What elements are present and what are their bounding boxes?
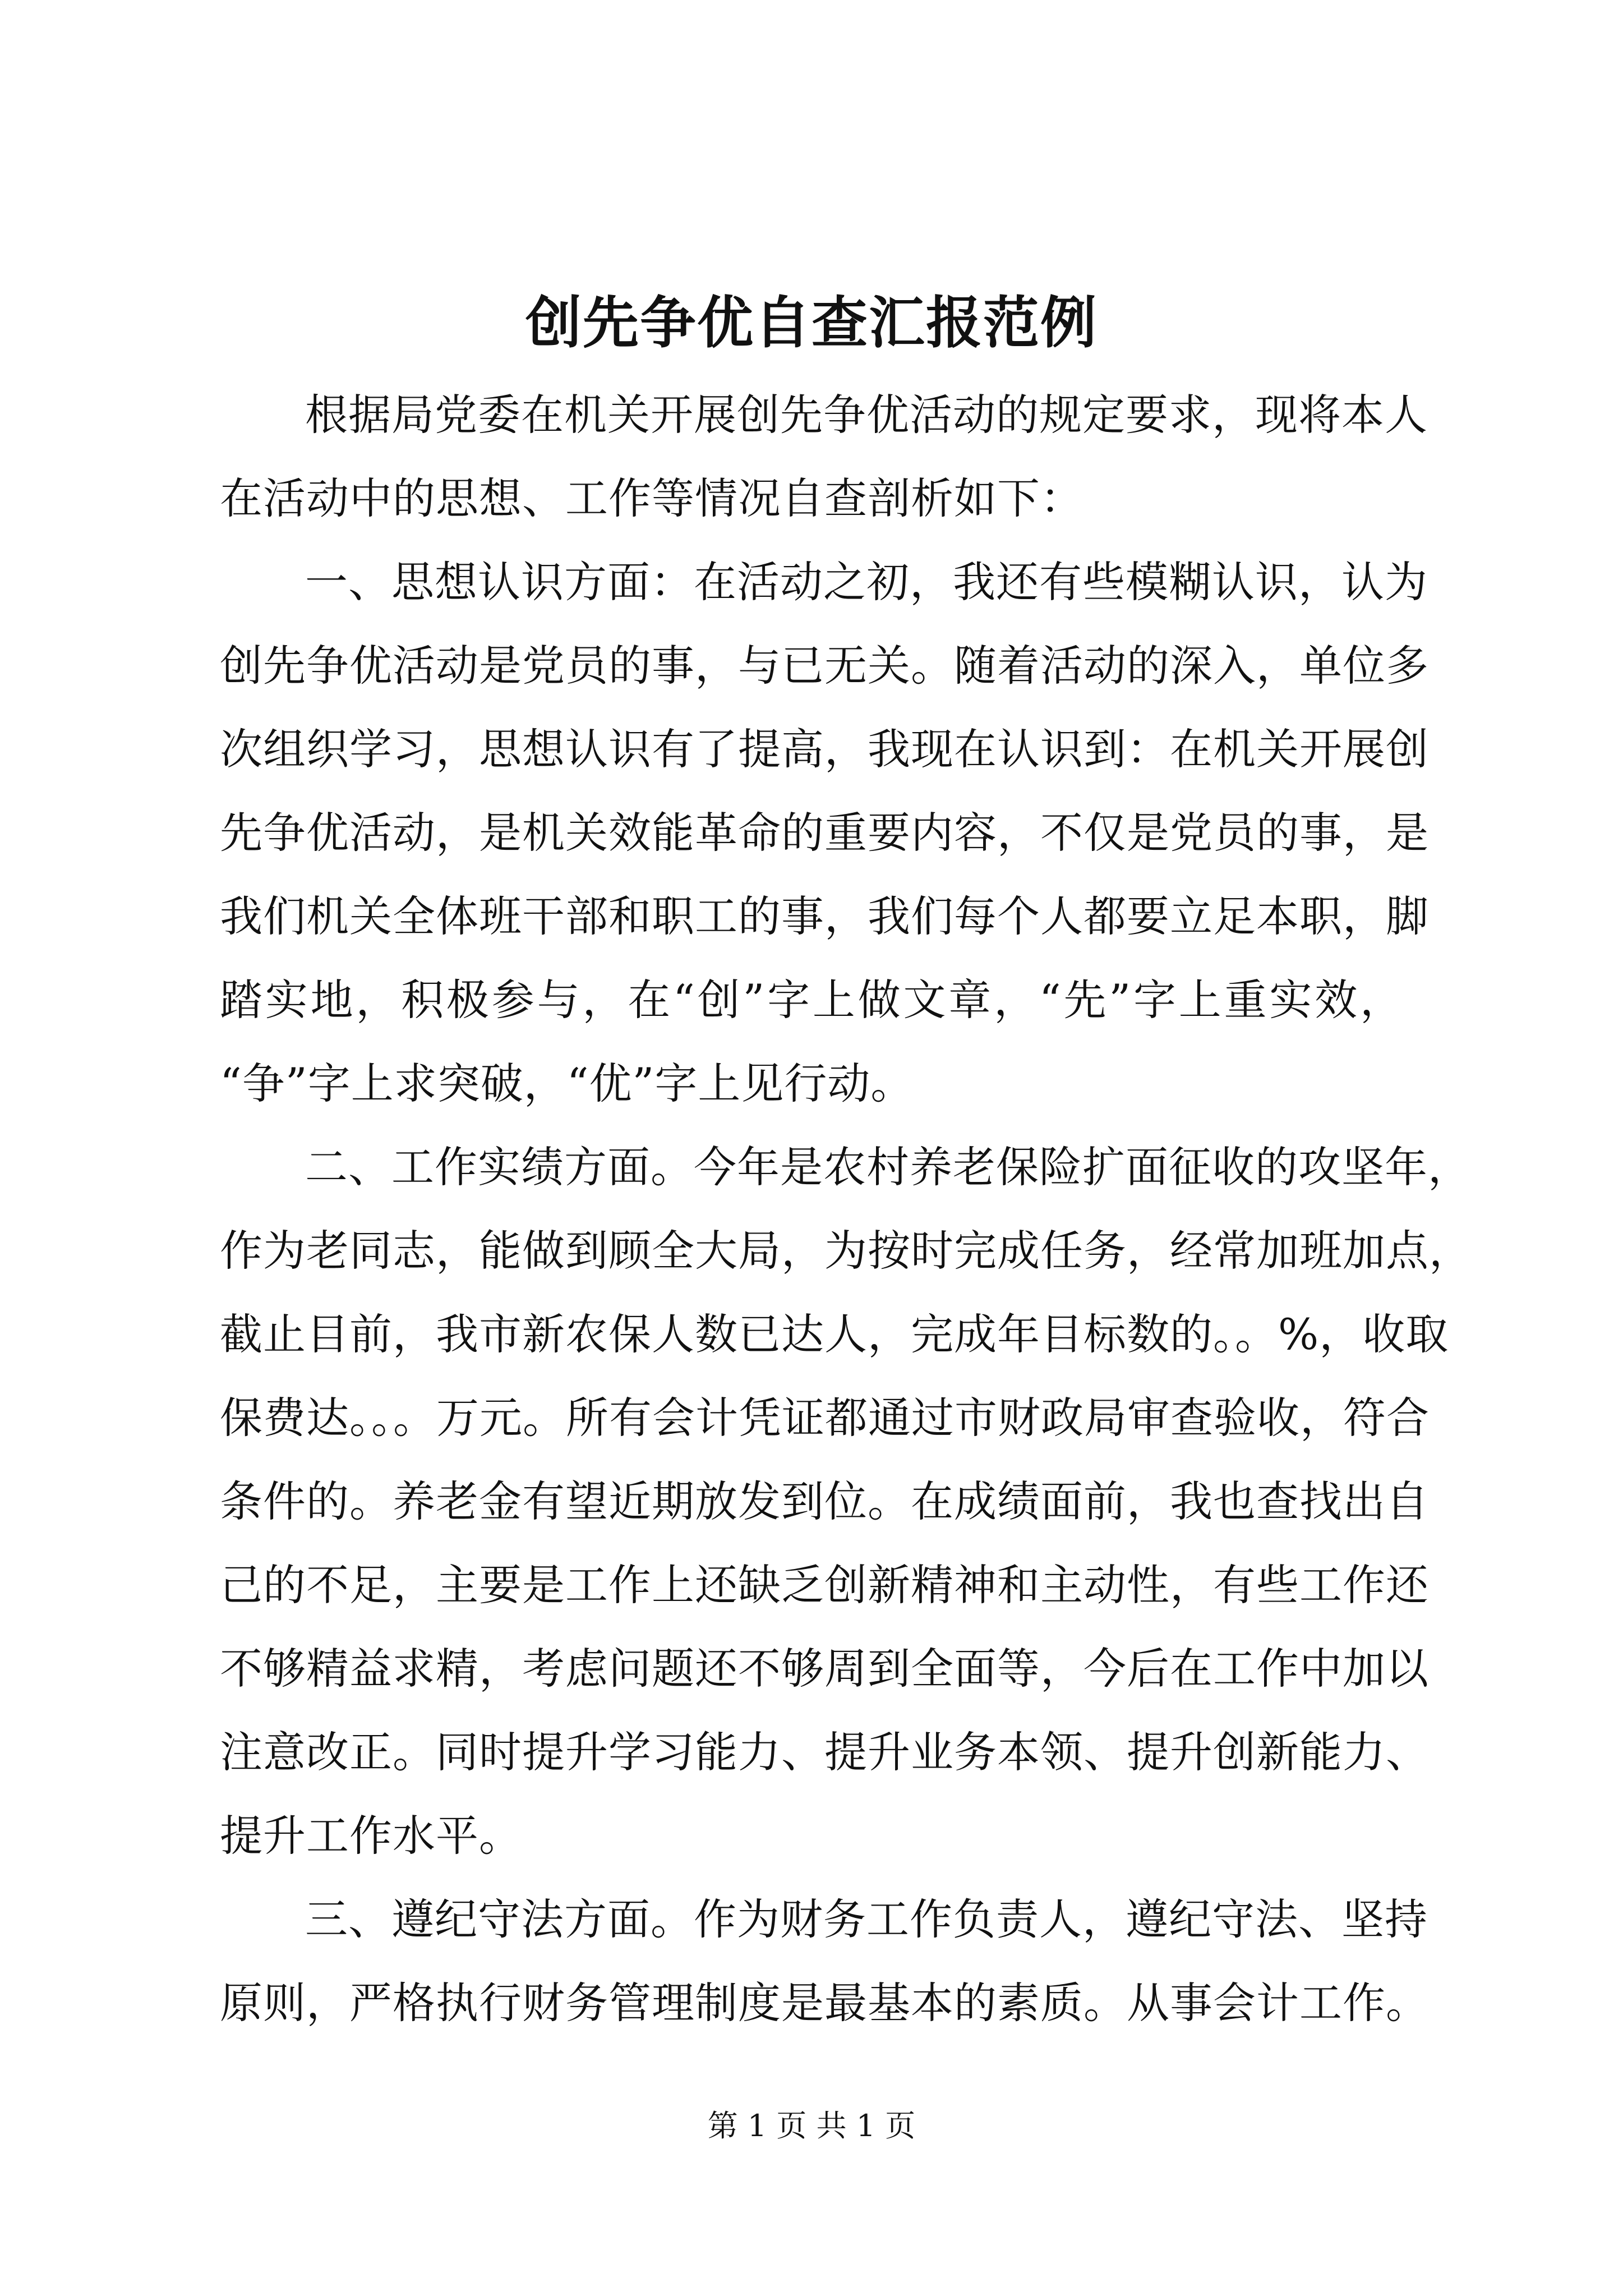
paragraph-line: 条件的。养老金有望近期放发到位。在成绩面前，我也查找出自 — [220, 1476, 1429, 1526]
paragraph-line: 根据局党委在机关开展创先争优活动的规定要求，现将本人 — [305, 390, 1428, 440]
paragraph-line: 原则，严格执行财务管理制度是最基本的素质。从事会计工作。 — [220, 1978, 1429, 2028]
paragraph-discipline — [220, 1878, 1429, 2045]
paragraph-intro — [220, 373, 1428, 540]
paragraph-line: 先争优活动，是机关效能革命的重要内容，不仅是党员的事，是 — [220, 808, 1429, 858]
paragraph-line: 二、工作实绩方面。今年是农村养老保险扩面征收的攻坚年， — [305, 1142, 1471, 1192]
paragraph-line: 不够精益求精，考虑问题还不够周到全面等，今后在工作中加以 — [220, 1644, 1429, 1694]
paragraph-line: 踏实地，积极参与，在“创”字上做文章，“先”字上重实效， — [220, 975, 1403, 1025]
paragraph-line: 作为老同志，能做到顾全大局，为按时完成任务，经常加班加点， — [220, 1226, 1472, 1276]
paragraph-line: “争”字上求突破，“优”字上见行动。 — [220, 1059, 914, 1108]
paragraph-line: 创先争优活动是党员的事，与已无关。随着活动的深入，单位多 — [220, 641, 1429, 691]
paragraph-work-performance — [220, 1125, 1472, 1878]
paragraph-line: 注意改正。同时提升学习能力、提升业务本领、提升创新能力、 — [220, 1727, 1429, 1777]
page-footer: 第 1 页 共 1 页 — [707, 2108, 916, 2143]
paragraph-line: 三、遵纪守法方面。作为财务工作负责人，遵纪守法、坚持 — [305, 1894, 1428, 1944]
paragraph-line: 截止目前，我市新农保人数已达人，完成年目标数的。。%，收取 — [220, 1309, 1449, 1359]
paragraph-line: 保费达。。。万元。所有会计凭证都通过市财政局审查验收，符合 — [220, 1393, 1430, 1443]
paragraph-line: 一、思想认识方面：在活动之初，我还有些模糊认识，认为 — [305, 557, 1428, 607]
paragraph-line: 我们机关全体班干部和职工的事，我们每个人都要立足本职，脚 — [220, 891, 1429, 941]
paragraph-line: 提升工作水平。 — [220, 1811, 522, 1861]
paragraph-thinking — [220, 540, 1429, 1125]
paragraph-line: 在活动中的思想、工作等情况自查剖析如下： — [220, 473, 1083, 523]
paragraph-line: 次组织学习，思想认识有了提高，我现在认识到：在机关开展创 — [220, 724, 1429, 774]
document-title: 创先争优自查汇报范例 — [525, 289, 1098, 356]
paragraph-line: 己的不足，主要是工作上还缺乏创新精神和主动性，有些工作还 — [220, 1560, 1429, 1610]
document-body — [220, 373, 1472, 2045]
